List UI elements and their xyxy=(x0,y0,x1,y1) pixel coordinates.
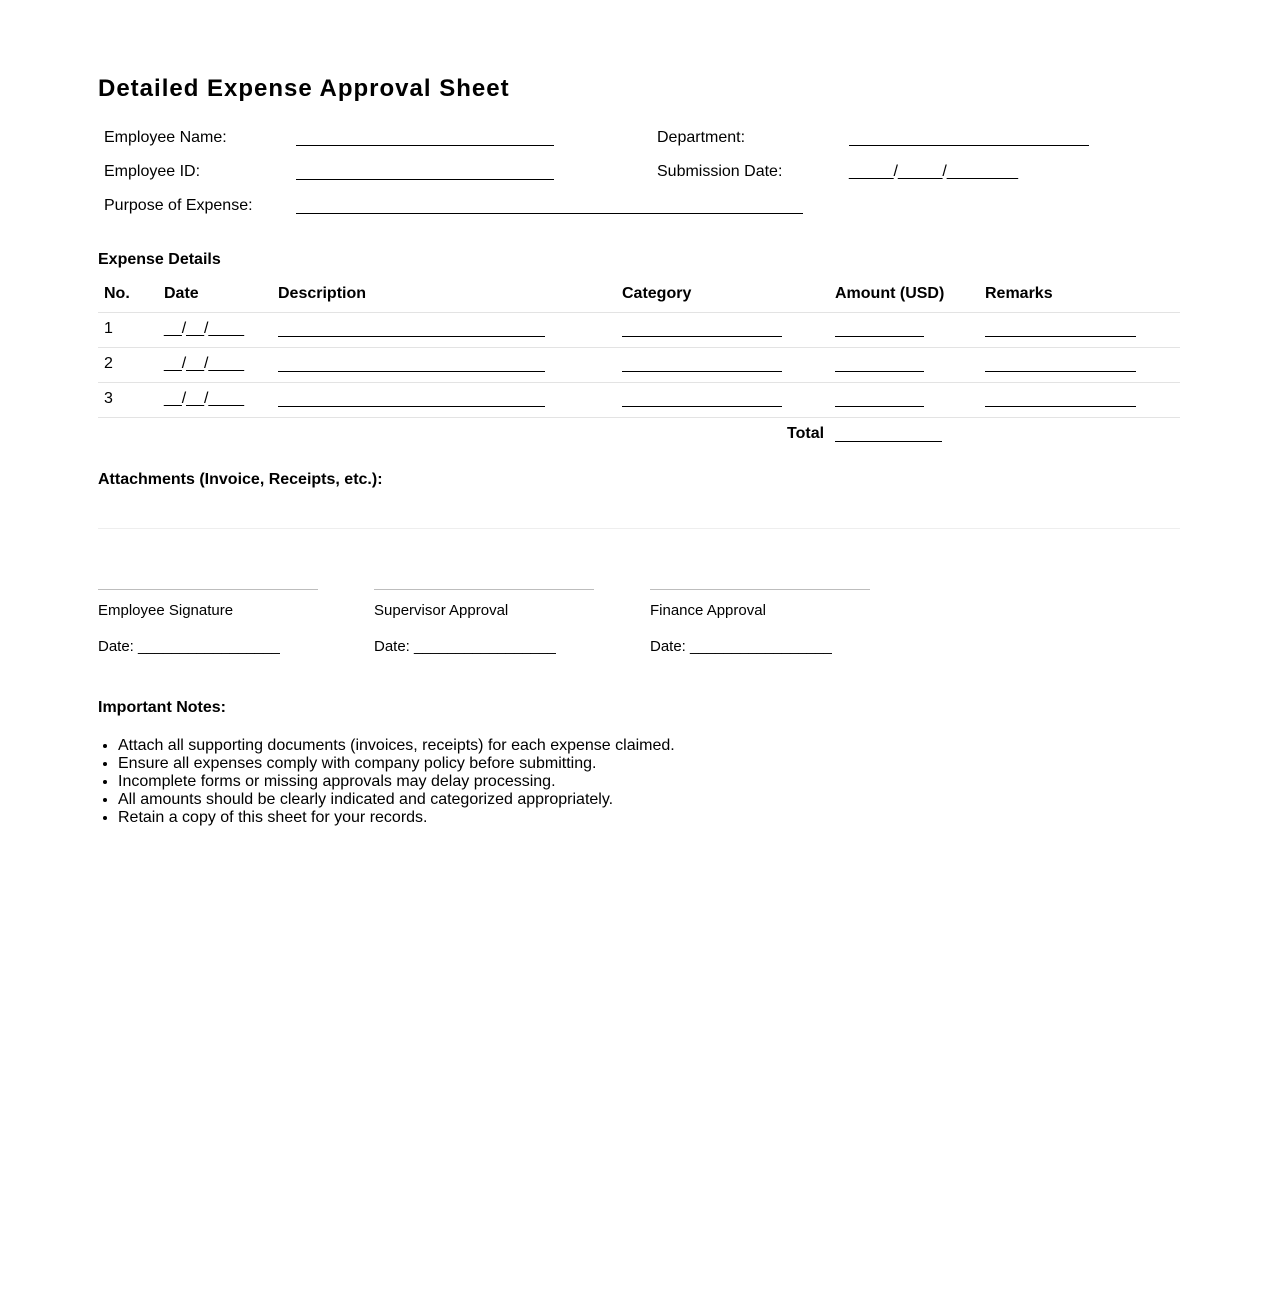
row-amount-field[interactable] xyxy=(835,371,924,372)
col-header-remarks: Remarks xyxy=(985,285,1053,302)
purpose-label: Purpose of Expense: xyxy=(104,197,253,214)
row-number: 2 xyxy=(104,355,113,372)
list-item: • Ensure all expenses comply with company policy before submitting. xyxy=(118,755,675,773)
submission-date-label: Submission Date: xyxy=(657,163,783,180)
finance-approval-date[interactable]: Date: _________________ xyxy=(650,638,832,655)
supervisor-signature-line[interactable] xyxy=(374,589,594,590)
purpose-field[interactable] xyxy=(296,213,803,214)
row-category-field[interactable] xyxy=(622,336,782,337)
row-divider xyxy=(98,417,1180,418)
employee-name-field[interactable] xyxy=(296,145,554,146)
row-description-field[interactable] xyxy=(278,406,545,407)
row-category-field[interactable] xyxy=(622,371,782,372)
row-amount-field[interactable] xyxy=(835,336,924,337)
attachments-title: Attachments (Invoice, Receipts, etc.): xyxy=(98,471,383,488)
employee-id-field[interactable] xyxy=(296,179,554,180)
row-description-field[interactable] xyxy=(278,371,545,372)
row-date-field[interactable]: __/__/____ xyxy=(164,320,245,337)
total-amount-field[interactable] xyxy=(835,441,942,442)
supervisor-approval-date[interactable]: Date: _________________ xyxy=(374,638,556,655)
submission-date-field[interactable]: _____/_____/________ xyxy=(849,163,1019,180)
row-amount-field[interactable] xyxy=(835,406,924,407)
col-header-no: No. xyxy=(104,285,130,302)
employee-signature-line[interactable] xyxy=(98,589,318,590)
row-date-field[interactable]: __/__/____ xyxy=(164,355,245,372)
row-remarks-field[interactable] xyxy=(985,371,1136,372)
department-field[interactable] xyxy=(849,145,1089,146)
supervisor-approval-label: Supervisor Approval xyxy=(374,602,509,619)
row-number: 3 xyxy=(104,390,113,407)
department-label: Department: xyxy=(657,129,746,146)
expense-details-title: Expense Details xyxy=(98,251,221,268)
row-remarks-field[interactable] xyxy=(985,336,1136,337)
finance-signature-line[interactable] xyxy=(650,589,870,590)
total-label: Total xyxy=(787,425,825,442)
notes-list xyxy=(98,737,675,827)
list-item: • Attach all supporting documents (invoices, receipts) for each expense claimed. xyxy=(118,737,675,755)
attachments-area[interactable] xyxy=(98,528,1180,529)
page-title: Detailed Expense Approval Sheet xyxy=(98,75,510,102)
row-number: 1 xyxy=(104,320,113,337)
notes-title: Important Notes: xyxy=(98,699,226,716)
row-description-field[interactable] xyxy=(278,336,545,337)
row-divider xyxy=(98,347,1180,348)
employee-name-label: Employee Name: xyxy=(104,129,227,146)
row-date-field[interactable]: __/__/____ xyxy=(164,390,245,407)
col-header-amount: Amount (USD) xyxy=(835,285,945,302)
employee-id-label: Employee ID: xyxy=(104,163,201,180)
list-item: • All amounts should be clearly indicated and categorized appropriately. xyxy=(118,791,675,809)
employee-signature-label: Employee Signature xyxy=(98,602,234,619)
row-divider xyxy=(98,382,1180,383)
col-header-date: Date xyxy=(164,285,199,302)
row-category-field[interactable] xyxy=(622,406,782,407)
employee-signature-date[interactable]: Date: _________________ xyxy=(98,638,280,655)
row-remarks-field[interactable] xyxy=(985,406,1136,407)
col-header-description: Description xyxy=(278,285,367,302)
finance-approval-label: Finance Approval xyxy=(650,602,766,619)
list-item: • Incomplete forms or missing approvals may delay processing. xyxy=(118,773,675,791)
col-header-category: Category xyxy=(622,285,692,302)
table-header-divider xyxy=(98,312,1180,313)
list-item: • Retain a copy of this sheet for your records. xyxy=(118,809,675,827)
